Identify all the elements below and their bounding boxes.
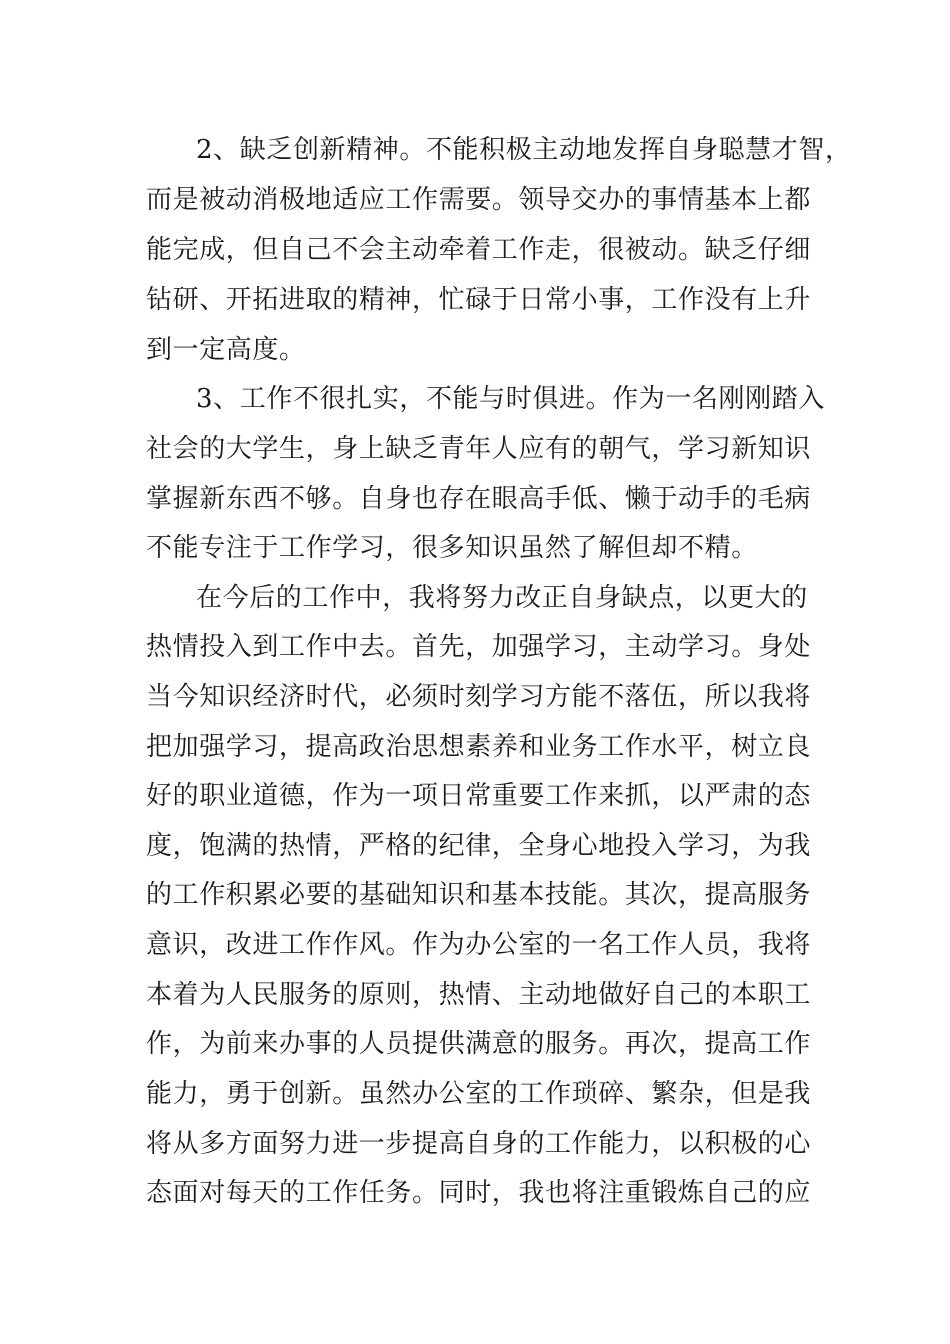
text-line: 度，饱满的热情，严格的纪律，全身心地投入学习，为我	[146, 831, 812, 861]
text-line: 本着为人民服务的原则，热情、主动地做好自己的本职工	[146, 980, 812, 1010]
text-line: 3、工作不很扎实，不能与时俱进。作为一名刚刚踏入	[196, 384, 825, 414]
text-line: 2、缺乏创新精神。不能积极主动地发挥自身聪慧才智，	[196, 135, 852, 165]
text-line: 的工作积累必要的基础知识和基本技能。其次，提高服务	[146, 880, 812, 910]
text-line: 作，为前来办事的人员提供满意的服务。再次，提高工作	[146, 1029, 812, 1059]
text-line: 把加强学习，提高政治思想素养和业务工作水平，树立良	[146, 732, 812, 762]
text-line: 将从多方面努力进一步提高自身的工作能力，以积极的心	[146, 1129, 812, 1159]
text-line: 能力，勇于创新。虽然办公室的工作琐碎、繁杂，但是我	[146, 1079, 812, 1109]
text-line: 能完成，但自己不会主动牵着工作走，很被动。缺乏仔细	[146, 235, 812, 265]
text-line: 好的职业道德，作为一项日常重要工作来抓，以严肃的态	[146, 781, 812, 811]
text-line: 当今知识经济时代，必须时刻学习方能不落伍，所以我将	[146, 682, 812, 712]
text-line: 态面对每天的工作任务。同时，我也将注重锻炼自己的应	[146, 1178, 812, 1208]
text-line: 而是被动消极地适应工作需要。领导交办的事情基本上都	[146, 185, 812, 215]
text-line: 在今后的工作中，我将努力改正自身缺点，以更大的	[196, 583, 808, 613]
text-line: 钻研、开拓进取的精神，忙碌于日常小事，工作没有上升	[146, 285, 812, 315]
text-line: 掌握新东西不够。自身也存在眼高手低、懒于动手的毛病	[146, 484, 812, 514]
text-line: 社会的大学生，身上缺乏青年人应有的朝气，学习新知识	[146, 434, 812, 464]
text-line: 热情投入到工作中去。首先，加强学习，主动学习。身处	[146, 632, 812, 662]
text-line: 到一定高度。	[146, 335, 306, 365]
text-line: 意识，改进工作作风。作为办公室的一名工作人员，我将	[146, 930, 812, 960]
text-line: 不能专注于工作学习，很多知识虽然了解但却不精。	[146, 533, 758, 563]
